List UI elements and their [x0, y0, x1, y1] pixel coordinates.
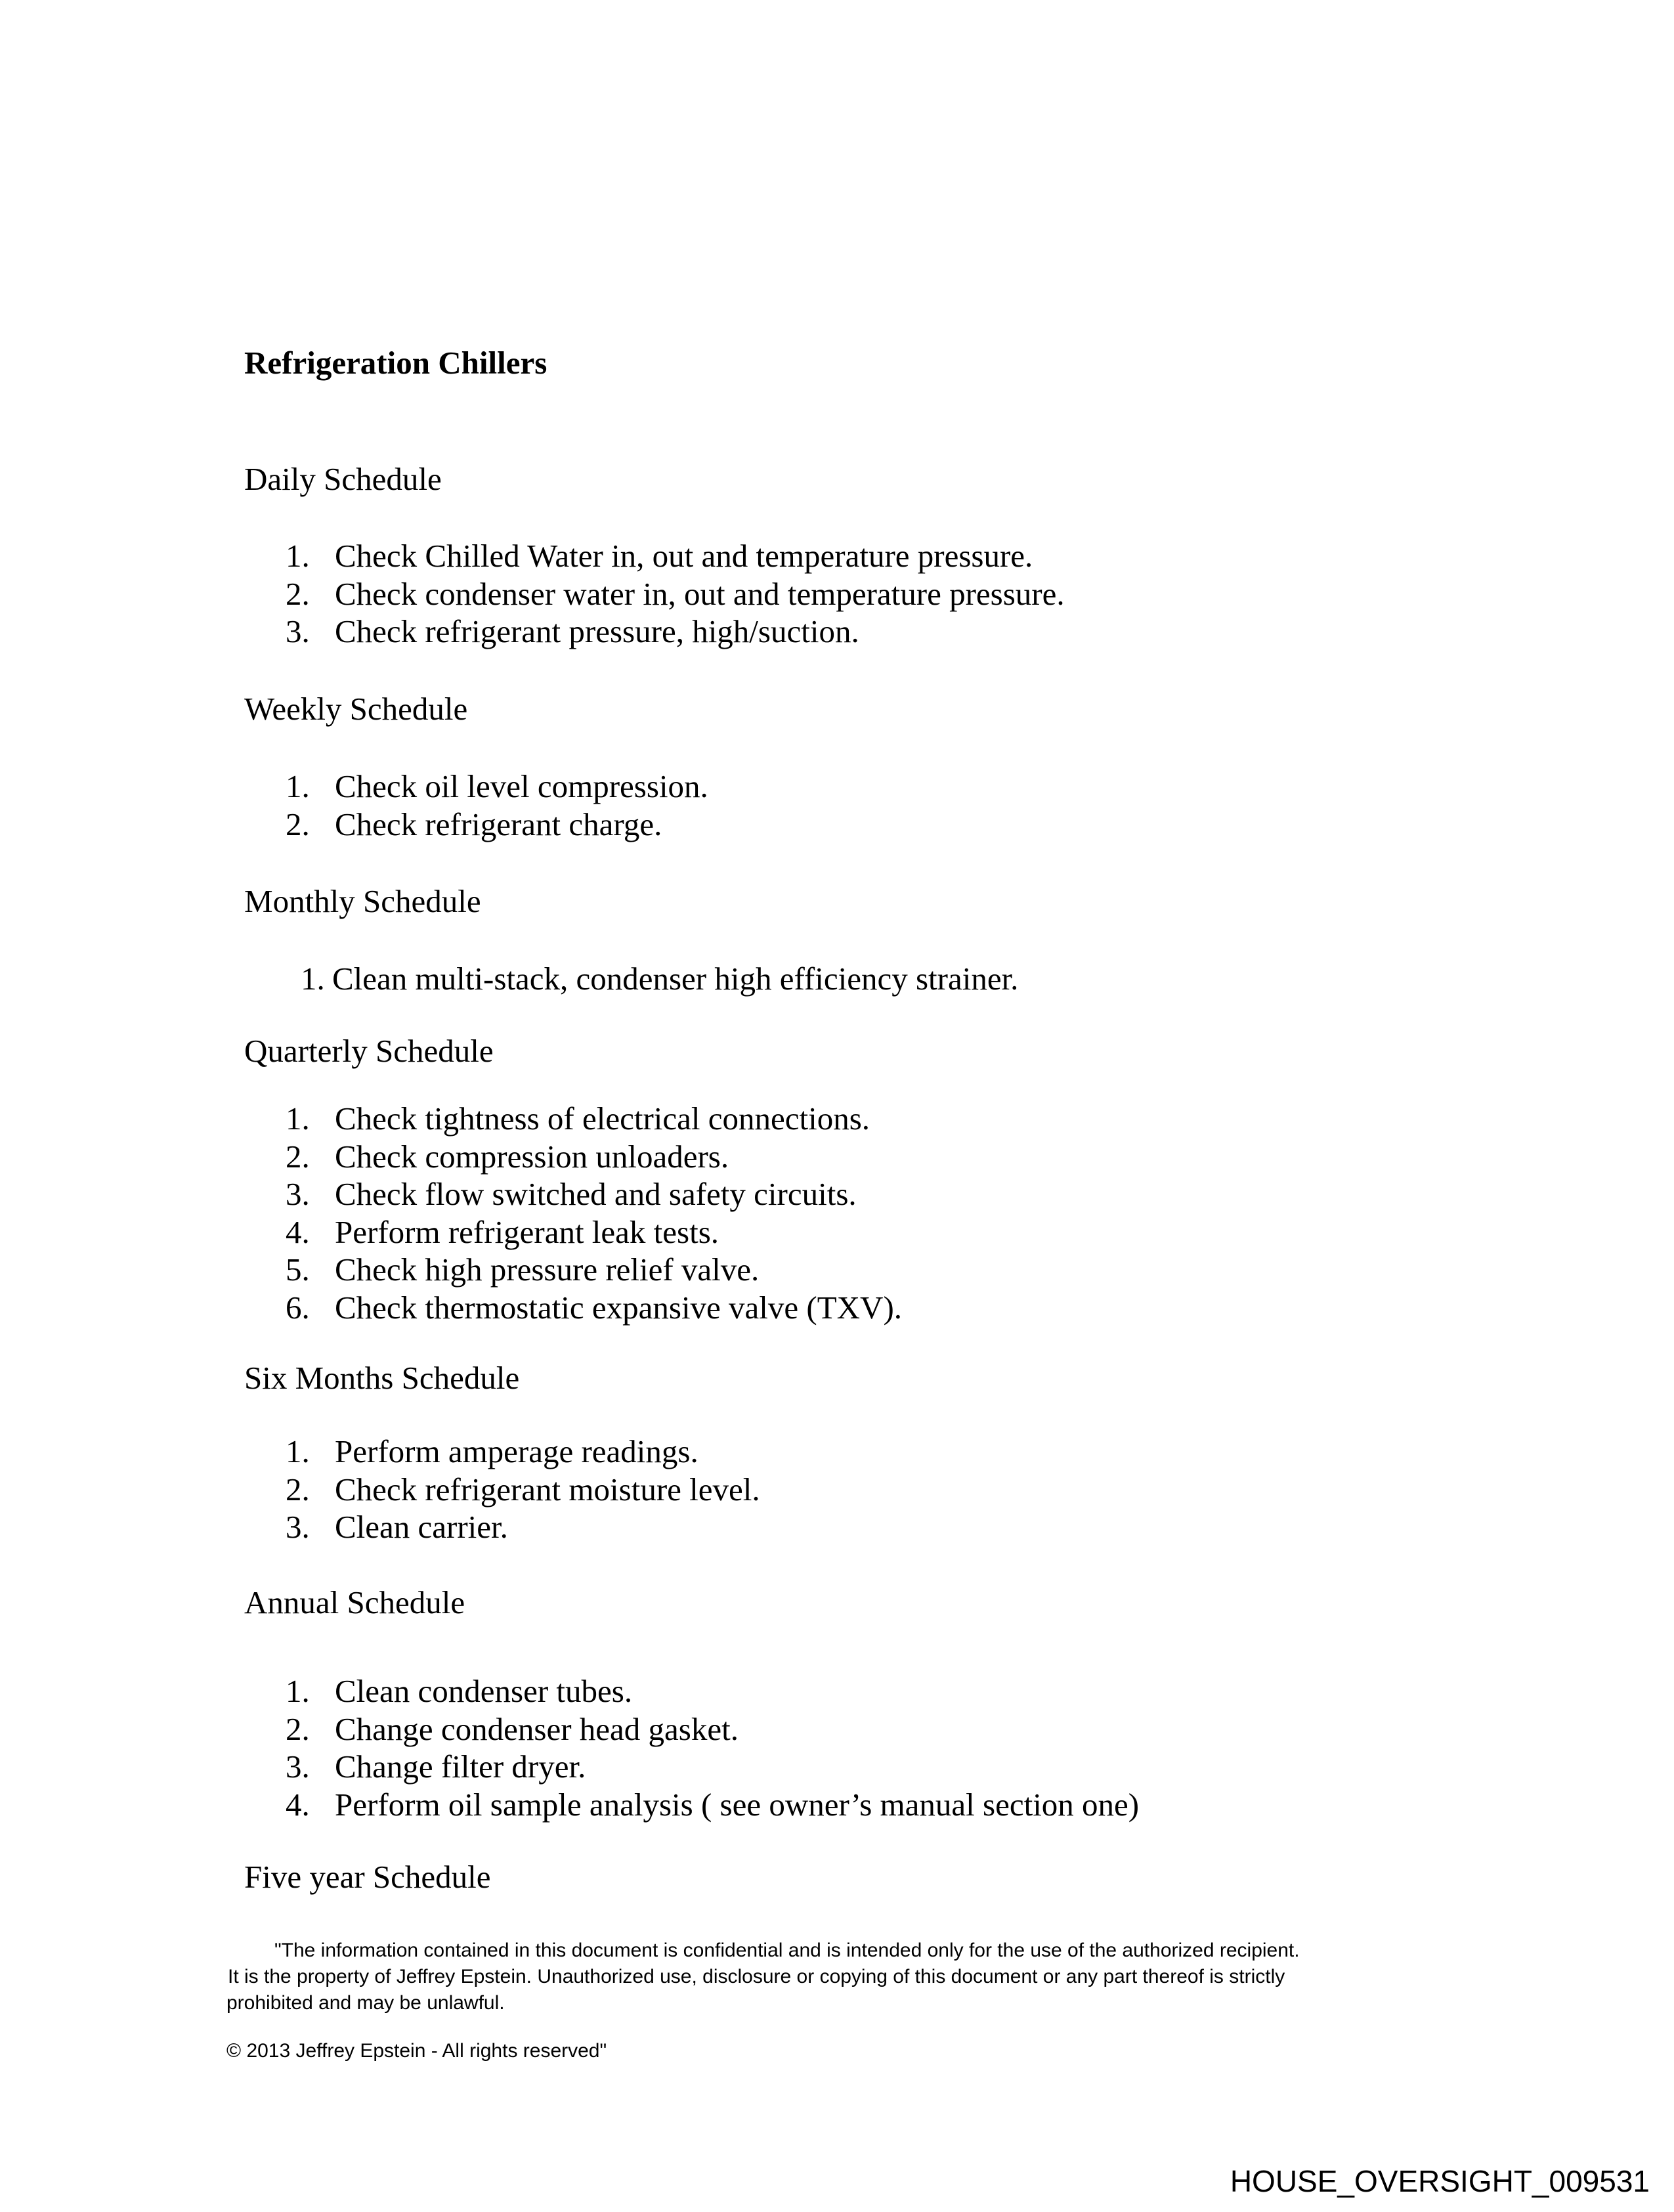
list-item	[0, 1289, 1674, 1327]
list-item-number: 1.	[286, 1433, 310, 1469]
section-heading-weekly: Weekly Schedule	[244, 691, 468, 727]
section-heading-daily: Daily Schedule	[244, 461, 442, 497]
list-item-number: 2.	[286, 1710, 310, 1747]
quarterly-schedule-list	[0, 1100, 1674, 1326]
list-item	[0, 1508, 1674, 1546]
list-item-text: Check condenser water in, out and temperature pressure.	[335, 575, 1065, 612]
list-item-number: 1.	[301, 961, 325, 997]
list-item	[0, 1251, 1674, 1289]
footer-disclaimer-line-1: "The information contained in this document is confidential and is intended only for the use of the authorized recipient.	[274, 1940, 1300, 1961]
list-item	[0, 1710, 1674, 1748]
list-item-number: 3.	[286, 613, 310, 649]
list-item	[0, 768, 1674, 806]
list-item-text: Check refrigerant charge.	[335, 806, 662, 842]
list-item-number: 2.	[286, 1138, 310, 1175]
list-item	[0, 960, 1674, 998]
list-item	[0, 1748, 1674, 1786]
list-item-number: 1.	[286, 1673, 310, 1709]
list-item	[0, 1100, 1674, 1138]
list-item	[0, 1672, 1674, 1710]
section-heading-six-months: Six Months Schedule	[244, 1360, 520, 1396]
list-item	[0, 575, 1674, 613]
list-item-number: 1.	[286, 768, 310, 804]
monthly-schedule-list	[0, 960, 1674, 998]
list-item-number: 5.	[286, 1251, 310, 1288]
list-item-text: Perform oil sample analysis ( see owner’s manual section one)	[335, 1786, 1140, 1823]
annual-schedule-list	[0, 1672, 1674, 1823]
weekly-schedule-list	[0, 768, 1674, 843]
list-item-text: Change condenser head gasket.	[335, 1710, 739, 1747]
list-item-number: 4.	[286, 1786, 310, 1823]
list-item-number: 2.	[286, 575, 310, 612]
list-item	[0, 1175, 1674, 1213]
list-item-text: Clean carrier.	[335, 1509, 508, 1545]
list-item-text: Check compression unloaders.	[335, 1138, 729, 1175]
daily-schedule-list	[0, 537, 1674, 651]
list-item-text: Perform amperage readings.	[335, 1433, 698, 1469]
section-heading-annual: Annual Schedule	[244, 1584, 465, 1620]
list-item	[0, 1471, 1674, 1509]
list-item-number: 3.	[286, 1509, 310, 1545]
list-item	[0, 1213, 1674, 1251]
list-item-text: Check refrigerant pressure, high/suction.	[335, 613, 859, 649]
list-item	[0, 613, 1674, 651]
footer-copyright: © 2013 Jeffrey Epstein - All rights reserved"	[226, 2040, 607, 2062]
list-item-text: Clean multi-stack, condenser high efficiency strainer.	[332, 961, 1019, 997]
list-item-text: Check Chilled Water in, out and temperature pressure.	[335, 538, 1033, 574]
list-item-text: Check oil level compression.	[335, 768, 708, 804]
list-item	[0, 1138, 1674, 1176]
list-item	[0, 1433, 1674, 1471]
list-item-text: Perform refrigerant leak tests.	[335, 1213, 719, 1250]
list-item-number: 2.	[286, 1471, 310, 1507]
list-item-number: 6.	[286, 1289, 310, 1326]
footer-disclaimer-line-3: prohibited and may be unlawful.	[226, 1992, 505, 2014]
section-heading-five-year: Five year Schedule	[244, 1859, 491, 1895]
section-heading-monthly: Monthly Schedule	[244, 883, 481, 919]
list-item-text: Check thermostatic expansive valve (TXV).	[335, 1289, 903, 1326]
bates-stamp: HOUSE_OVERSIGHT_009531	[1230, 2164, 1650, 2198]
footer-disclaimer-line-2: It is the property of Jeffrey Epstein. Unauthorized use, disclosure or copying of this document or any part thereof is strictly	[228, 1966, 1285, 1987]
list-item	[0, 806, 1674, 844]
list-item-number: 1.	[286, 538, 310, 574]
list-item-number: 4.	[286, 1213, 310, 1250]
list-item-number: 3.	[286, 1748, 310, 1785]
list-item	[0, 1786, 1674, 1824]
document-title: Refrigeration Chillers	[244, 345, 547, 381]
list-item-number: 3.	[286, 1176, 310, 1212]
list-item-text: Clean condenser tubes.	[335, 1673, 633, 1709]
list-item-number: 1.	[286, 1100, 310, 1137]
list-item-text: Change filter dryer.	[335, 1748, 586, 1785]
six-months-schedule-list	[0, 1433, 1674, 1546]
list-item-text: Check flow switched and safety circuits.	[335, 1176, 857, 1212]
list-item	[0, 537, 1674, 575]
list-item-number: 2.	[286, 806, 310, 842]
list-item-text: Check refrigerant moisture level.	[335, 1471, 760, 1507]
list-item-text: Check high pressure relief valve.	[335, 1251, 760, 1288]
section-heading-quarterly: Quarterly Schedule	[244, 1033, 494, 1069]
list-item-text: Check tightness of electrical connections.	[335, 1100, 870, 1137]
